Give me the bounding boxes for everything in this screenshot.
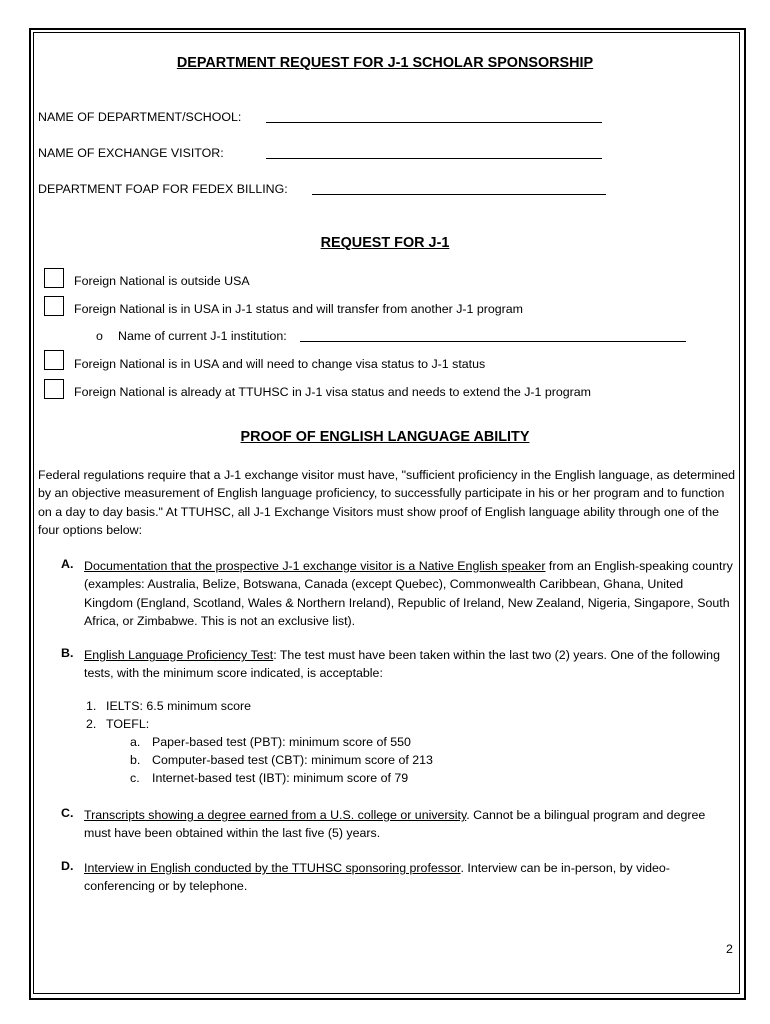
- option-b-title: English Language Proficiency Test: [84, 648, 274, 662]
- option-d-title: Interview in English conducted by the TTUHSC sponsoring professor: [84, 861, 461, 875]
- department-field-input[interactable]: [266, 110, 602, 123]
- option-label-change-status: Foreign National is in USA and will need to change visa status to J-1 status: [74, 357, 486, 371]
- foap-field-label: DEPARTMENT FOAP FOR FEDEX BILLING:: [38, 182, 288, 196]
- page-title: DEPARTMENT REQUEST FOR J-1 SCHOLAR SPONSORSHIP: [176, 55, 594, 71]
- option-d-text: [84, 859, 734, 896]
- current-institution-input[interactable]: [300, 329, 686, 342]
- option-a-text: [84, 557, 734, 630]
- visitor-field-input[interactable]: [266, 146, 602, 159]
- test-item: TOEFL:: [106, 717, 150, 731]
- option-b-text: [84, 646, 734, 683]
- department-field-label: NAME OF DEPARTMENT/SCHOOL:: [38, 110, 242, 124]
- foap-field-input[interactable]: [312, 182, 606, 195]
- option-checkbox-transfer[interactable]: [44, 296, 64, 316]
- option-c-text: [84, 806, 734, 843]
- option-d-letter: D.: [61, 859, 74, 873]
- option-label-extend: Foreign National is already at TTUHSC in J-1 visa status and needs to extend the J-1 program: [74, 385, 591, 399]
- toefl-num: a.: [130, 735, 141, 749]
- current-institution-label: Name of current J-1 institution:: [118, 329, 287, 343]
- option-checkbox-extend[interactable]: [44, 379, 64, 399]
- option-a-title: Documentation that the prospective J-1 exchange visitor is a Native English speaker: [84, 559, 546, 573]
- option-c-letter: C.: [61, 806, 74, 820]
- test-num: 1.: [86, 699, 97, 713]
- toefl-item: Paper-based test (PBT): minimum score of 550: [152, 735, 411, 749]
- toefl-item: Internet-based test (IBT): minimum score of 79: [152, 771, 409, 785]
- test-num: 2.: [86, 717, 97, 731]
- option-b-body: : The test must have been taken within the last two (2) years. One of the following tests, with the minimum score indicated, is acceptable:: [84, 648, 720, 681]
- toefl-num: b.: [130, 753, 141, 767]
- english-heading: PROOF OF ENGLISH LANGUAGE ABILITY: [240, 429, 530, 445]
- option-c-body: . Cannot be a bilingual program and degree must have been obtained within the last five (5) years.: [84, 808, 706, 841]
- visitor-field-label: NAME OF EXCHANGE VISITOR:: [38, 146, 224, 160]
- option-checkbox-outside-usa[interactable]: [44, 268, 64, 288]
- option-checkbox-change-status[interactable]: [44, 350, 64, 370]
- sub-bullet-icon: o: [96, 329, 103, 343]
- toefl-item: Computer-based test (CBT): minimum score of 213: [152, 753, 433, 767]
- english-intro-paragraph: Federal regulations require that a J-1 exchange visitor must have, "sufficient proficiency in the English language, as determined by an objective measurement of English language proficiency, to successfully participate in his or her program and to function on a day to day basis." At TTUHSC, all J-1 Exchange Visitors must show proof of English language ability through one of the four options below:: [38, 468, 736, 537]
- option-a-body: from an English-speaking country (examples: Australia, Belize, Botswana, Canada (except Quebec), Commonwealth Caribbean, Ghana, United Kingdom (England, Scotland, Wales & Northern Ireland), Republic of Ireland, New Zealand, Nigeria, Singapore, South Africa, or Zimbabwe. This is not an exclusive list).: [84, 559, 733, 628]
- option-b-letter: B.: [61, 646, 74, 660]
- page-number: 2: [726, 942, 733, 956]
- test-item: IELTS: 6.5 minimum score: [106, 699, 252, 713]
- option-label-outside-usa: Foreign National is outside USA: [74, 274, 250, 288]
- option-label-transfer: Foreign National is in USA in J-1 status and will transfer from another J-1 program: [74, 302, 524, 316]
- option-d-body: . Interview can be in-person, by video-conferencing or by telephone.: [84, 861, 670, 894]
- toefl-num: c.: [130, 771, 140, 785]
- option-a-letter: A.: [61, 557, 74, 571]
- request-heading: REQUEST FOR J-1: [320, 235, 450, 251]
- option-c-title: Transcripts showing a degree earned from a U.S. college or university: [84, 808, 467, 822]
